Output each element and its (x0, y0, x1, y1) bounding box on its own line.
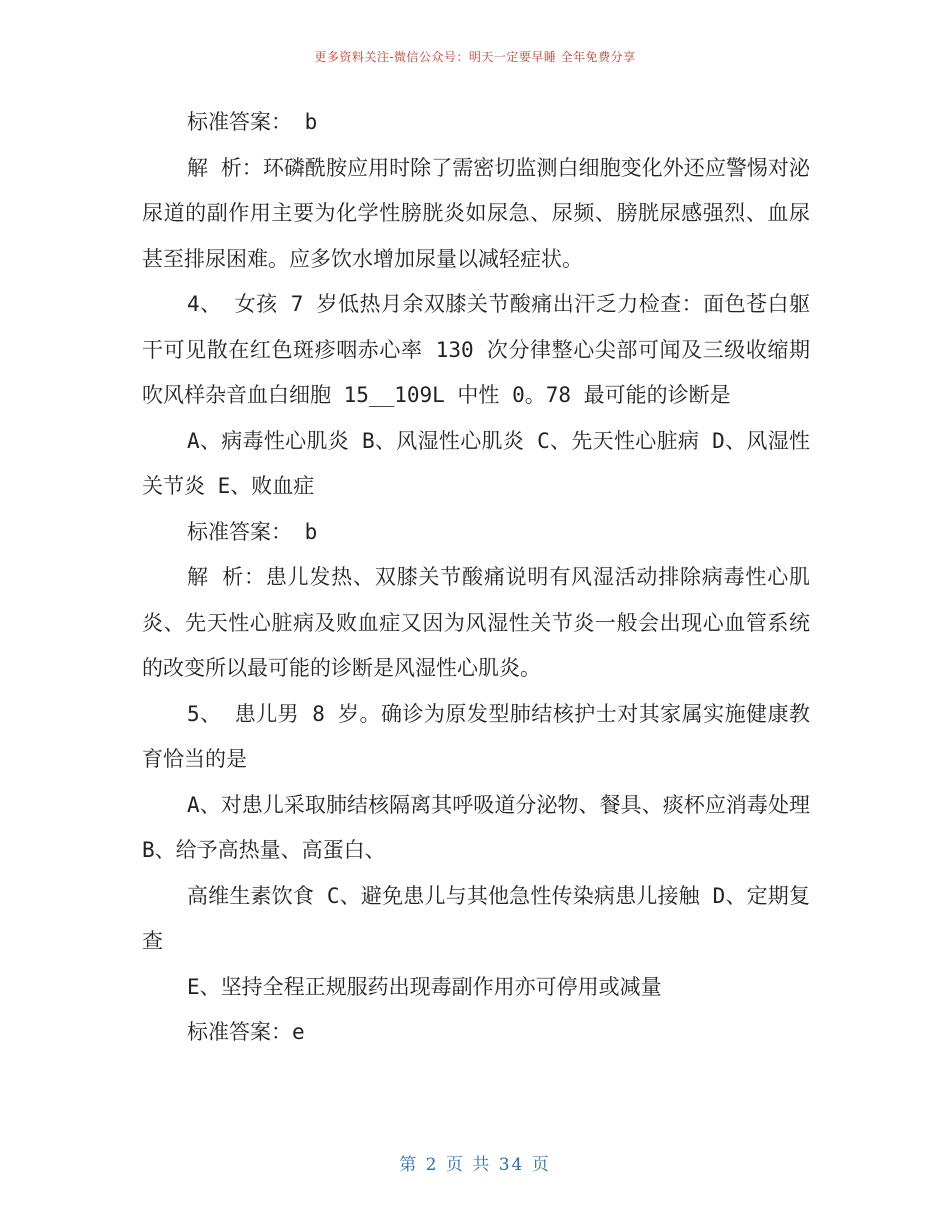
question-5-option-e: E、坚持全程正规服药出现毒副作用亦可停用或减量 (187, 974, 662, 999)
answer-line: 标准答案： b (187, 110, 318, 134)
page-number-footer: 第 2 页 共 34 页 (399, 1155, 551, 1175)
question-5-options-part-2: 高维生素饮食 C、避免患儿与其他急性传染病患儿接触 D、定期复查 (142, 883, 810, 953)
question-4-options: A、病毒性心肌炎 B、风湿性心肌炎 C、先天性心脏病 D、风湿性关节炎 E、败血症 (142, 428, 810, 498)
question-4: 4、 女孩 7 岁低热月余双膝关节酸痛出汗乏力检查：面色苍白躯干可见散在红色斑疹咽赤心率 130 次分律整心尖部可闻及三级收缩期吹风样杂音血白细胞 15__109L 中性 0。78 最可能的诊断是 (142, 292, 810, 407)
document-body (142, 100, 810, 1056)
explanation-paragraph: 解 析：患儿发热、双膝关节酸痛说明有风湿活动排除病毒性心肌炎、先天性心脏病及败血症又因为风湿性关节炎一般会出现心血管系统的改变所以最可能的诊断是风湿性心肌炎。 (142, 565, 810, 680)
question-5: 5、 患儿男 8 岁。确诊为原发型肺结核护士对其家属实施健康教育恰当的是 (142, 701, 810, 771)
question-5-options-part-1: A、对患儿采取肺结核隔离其呼吸道分泌物、餐具、痰杯应消毒处理 B、给予高热量、高蛋白、 (142, 792, 810, 862)
explanation-paragraph: 解 析：环磷酰胺应用时除了需密切监测白细胞变化外还应警惕对泌尿道的副作用主要为化学性膀胱炎如尿急、尿频、膀胱尿感强烈、血尿甚至排尿困难。应多饮水增加尿量以减轻症状。 (142, 155, 810, 271)
answer-line: 标准答案：e (187, 1020, 305, 1044)
answer-line: 标准答案： b (187, 519, 318, 544)
header-promo-note: 更多资料关注-微信公众号：明天一定要早睡 全年免费分享 (314, 50, 636, 64)
